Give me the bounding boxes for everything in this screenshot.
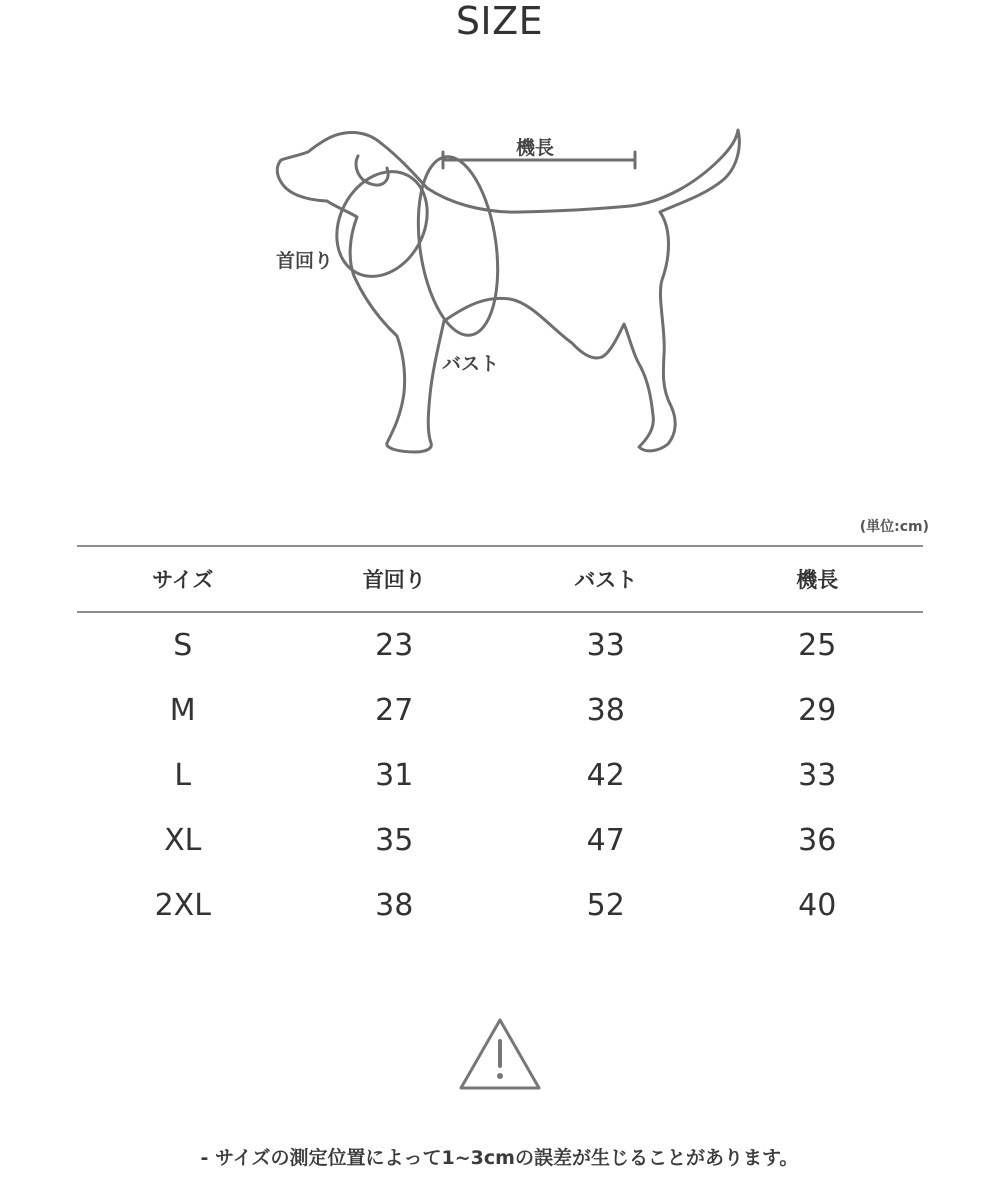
table-cell-size: S — [173, 628, 193, 663]
dog-outline-icon — [250, 110, 770, 470]
table-cell-length: 40 — [798, 888, 837, 923]
table-cell-bust: 47 — [586, 823, 625, 858]
table-cell-neck: 35 — [375, 823, 414, 858]
table-cell-length: 36 — [798, 823, 837, 858]
table-cell-bust: 38 — [586, 693, 625, 728]
size-table — [77, 545, 923, 938]
table-cell-neck: 23 — [375, 628, 414, 663]
diagram-neck-label: 首回り — [276, 250, 334, 272]
table-header-row — [77, 547, 923, 611]
measurement-note: - サイズの測定位置によって1~3cmの誤差が生じることがあります。 — [200, 1147, 799, 1169]
diagram-bust-label: バスト — [442, 353, 500, 375]
table-cell-size: 2XL — [154, 888, 211, 923]
table-row — [77, 808, 923, 873]
table-row — [77, 613, 923, 678]
table-row — [77, 743, 923, 808]
unit-label: (単位:cm) — [859, 519, 929, 535]
table-row — [77, 678, 923, 743]
table-cell-neck: 38 — [375, 888, 414, 923]
table-cell-neck: 31 — [375, 758, 414, 793]
table-header-neck: 首回り — [362, 568, 426, 592]
table-cell-length: 25 — [798, 628, 837, 663]
table-cell-size: L — [174, 758, 192, 793]
diagram-length-label: 機長 — [516, 137, 555, 159]
table-cell-neck: 27 — [375, 693, 414, 728]
table-cell-size: M — [169, 693, 196, 728]
table-cell-bust: 52 — [586, 888, 625, 923]
table-cell-length: 33 — [798, 758, 837, 793]
table-cell-length: 29 — [798, 693, 837, 728]
table-header-bust: バスト — [574, 568, 638, 592]
table-cell-bust: 42 — [586, 758, 625, 793]
table-row — [77, 873, 923, 938]
table-header-size: サイズ — [152, 568, 214, 592]
size-diagram — [250, 110, 770, 470]
table-cell-size: XL — [164, 823, 202, 858]
warning-icon — [457, 1016, 543, 1092]
table-header-length: 機長 — [796, 568, 839, 592]
page-title: SIZE — [455, 0, 544, 43]
table-cell-bust: 33 — [586, 628, 625, 663]
